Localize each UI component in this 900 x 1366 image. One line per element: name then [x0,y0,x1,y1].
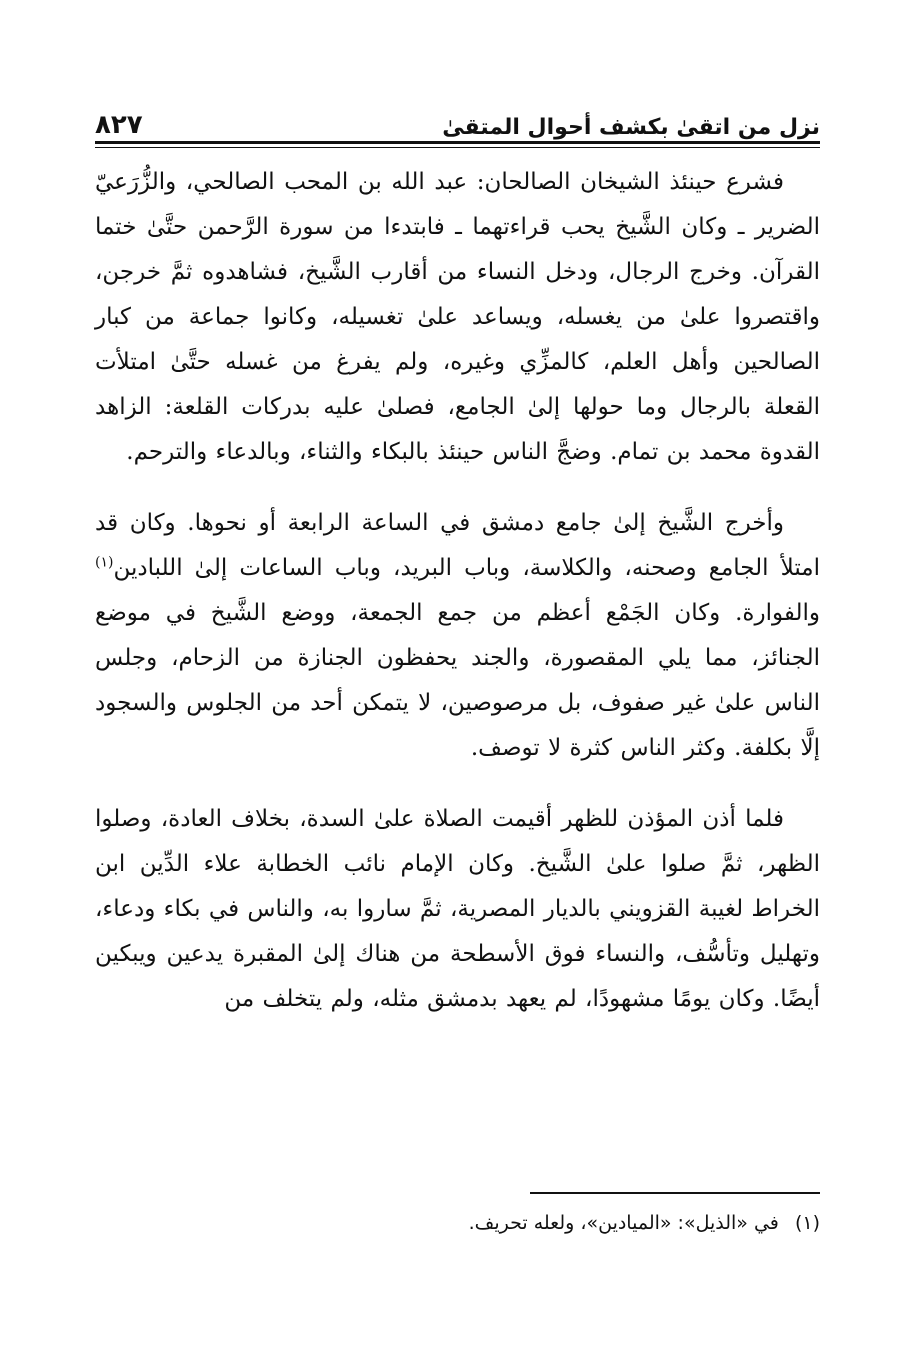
header-rule-thick [95,141,820,144]
paragraph-2-part-1: وأخرج الشَّيخ إلىٰ جامع دمشق في الساعة الرابعة أو نحوها. وكان قد امتلأ الجامع وصحنه، والكلاسة، وباب البريد، وباب الساعات إلىٰ اللبادين [95,510,820,581]
paragraph-2-part-2: والفوارة. وكان الجَمْع أعظم من جمع الجمعة، ووضع الشَّيخ في موضع الجنائز، مما يلي المقصورة، والجند يحفظون الجنازة من الزحام، وجلس الناس علىٰ غير صفوف، بل مرصوصين، لا يتمكن أحد من الجلوس والسجود إلَّا بكلفة. وكثر الناس كثرة لا توصف. [95,600,820,761]
footnote [95,1208,820,1238]
body-text [95,160,820,1048]
footnote-number: (١) [794,1212,820,1234]
footnote-separator [530,1192,820,1194]
footnote-reference[interactable]: (١) [95,554,114,571]
paragraph-2 [95,501,820,771]
book-page [95,0,820,1366]
footnote-text: في «الذيل»: «الميادين»، ولعله تحريف. [468,1212,779,1234]
header-rule-thin [95,147,820,148]
running-header [95,100,820,140]
paragraph-1: فشرع حينئذ الشيخان الصالحان: عبد الله بن المحب الصالحي، والزُّرَعيّ الضرير ـ وكان الشَّيخ يحب قراءتهما ـ فابتدءا من سورة الرَّحمن حتَّىٰ ختما القرآن. وخرج الرجال، ودخل النساء من أقارب الشَّيخ، فشاهدوه ثمَّ خرجن، واقتصروا علىٰ من يغسله، ويساعد علىٰ تغسيله، وكانوا جماعة من كبار الصالحين وأهل العلم، كالمزِّي وغيره، ولم يفرغ من غسله حتَّىٰ امتلأت القعلة بالرجال وما حولها إلىٰ الجامع، فصلىٰ عليه بدركات القلعة: الزاهد القدوة محمد بن تمام. وضجَّ الناس حينئذ بالبكاء والثناء، وبالدعاء والترحم. [95,169,820,465]
page-number: ٨٢٧ [95,110,143,140]
running-title: نزل من اتقىٰ بكشف أحوال المتقىٰ [442,115,820,140]
paragraph-3: فلما أذن المؤذن للظهر أقيمت الصلاة علىٰ السدة، بخلاف العادة، وصلوا الظهر، ثمَّ صلوا علىٰ الشَّيخ. وكان الإمام نائب الخطابة علاء الدِّين ابن الخراط لغيبة القزويني بالديار المصرية، ثمَّ ساروا به، والناس في بكاء ودعاء، وتهليل وتأسُّف، والنساء فوق الأسطحة من هناك إلىٰ المقبرة يدعين ويبكين أيضًا. وكان يومًا مشهودًا، لم يعهد بدمشق مثله، ولم يتخلف من [95,806,820,1012]
